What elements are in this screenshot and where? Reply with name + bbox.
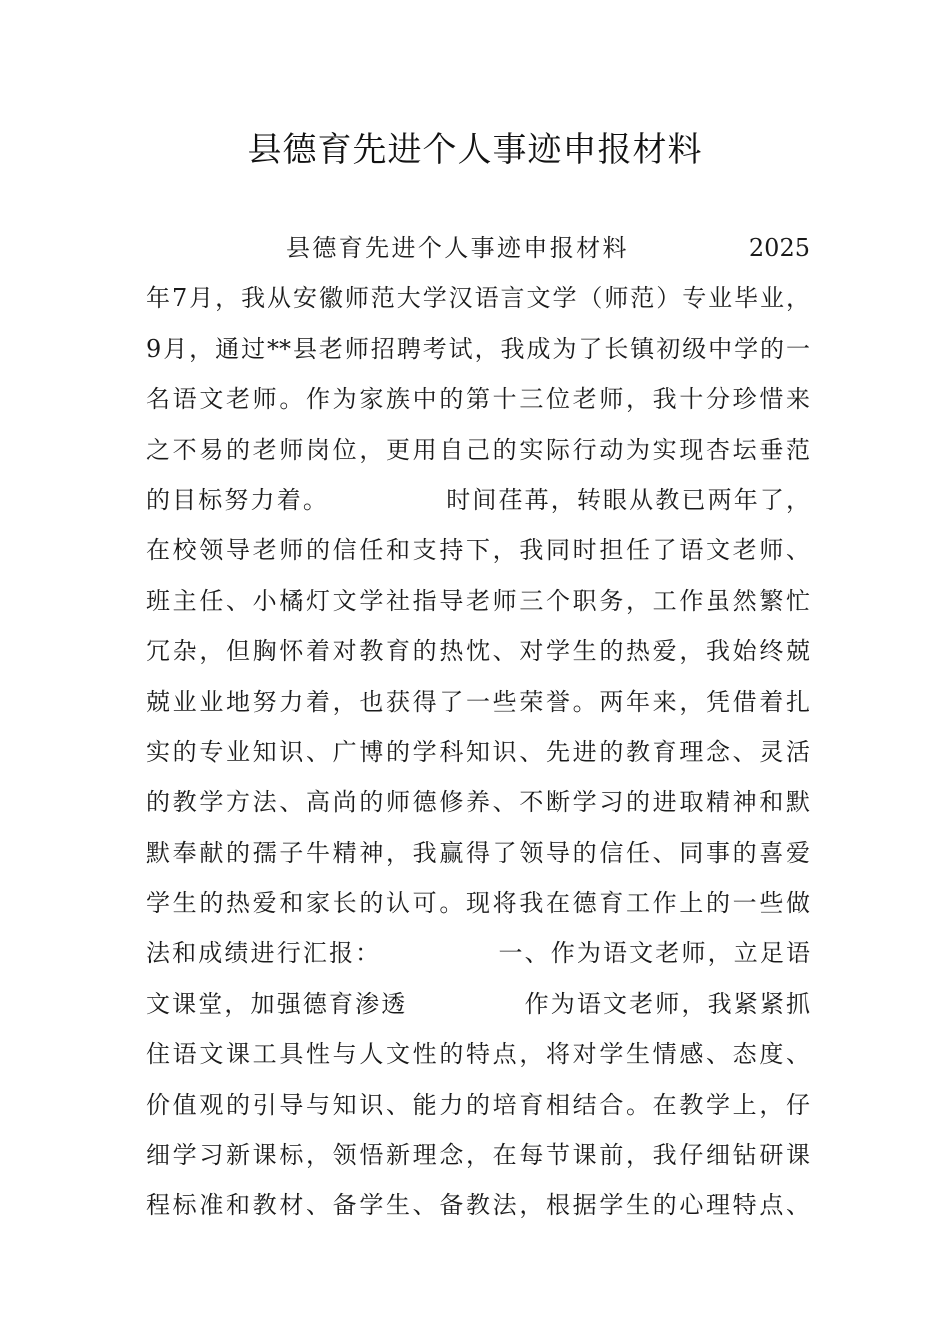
body-line: 细学习新课标，领悟新理念，在每节课前，我仔细钻研课 [146,1141,810,1170]
document-title: 县德育先进个人事迹申报材料 [247,130,703,170]
body-line: 默奉献的孺子牛精神，我赢得了领导的信任、同事的喜爱 [146,838,810,867]
document-body [146,230,810,1238]
body-line: 实的专业知识、广博的学科知识、先进的教育理念、灵活 [146,737,810,766]
body-line: 程标准和教材、备学生、备教法，根据学生的心理特点、 [146,1191,810,1220]
body-line: 冗杂，但胸怀着对教育的热忱、对学生的热爱，我始终兢 [146,637,810,666]
body-line: 学生的热爱和家长的认可。现将我在德育工作上的一些做 [146,889,810,918]
body-line: 价值观的引导与知识、能力的培育相结合。在教学上，仔 [146,1090,810,1119]
body-line: 的目标努力着。 时间荏苒，转眼从教已两年了， [146,485,810,514]
body-line: 在校领导老师的信任和支持下，我同时担任了语文老师、 [146,536,810,565]
body-line: 文课堂，加强德育渗透 作为语文老师，我紧紧抓 [146,989,810,1018]
body-line: 年7月，我从安徽师范大学汉语言文学（师范）专业毕业， [146,284,810,313]
body-line: 名语文老师。作为家族中的第十三位老师，我十分珍惜来 [146,385,810,414]
body-line: 法和成绩进行汇报： 一、作为语文老师，立足语 [146,939,810,968]
body-line: 住语文课工具性与人文性的特点，将对学生情感、态度、 [146,1040,810,1069]
body-line: 9月，通过**县老师招聘考试，我成为了长镇初级中学的一 [146,334,810,363]
body-line: 县德育先进个人事迹申报材料 2025 [146,234,810,262]
body-line: 的教学方法、高尚的师德修养、不断学习的进取精神和默 [146,788,810,817]
body-line: 班主任、小橘灯文学社指导老师三个职务，工作虽然繁忙 [146,586,810,615]
body-line: 之不易的老师岗位，更用自己的实际行动为实现杏坛垂范 [146,435,810,464]
body-line: 兢业业地努力着，也获得了一些荣誉。两年来，凭借着扎 [146,687,810,716]
